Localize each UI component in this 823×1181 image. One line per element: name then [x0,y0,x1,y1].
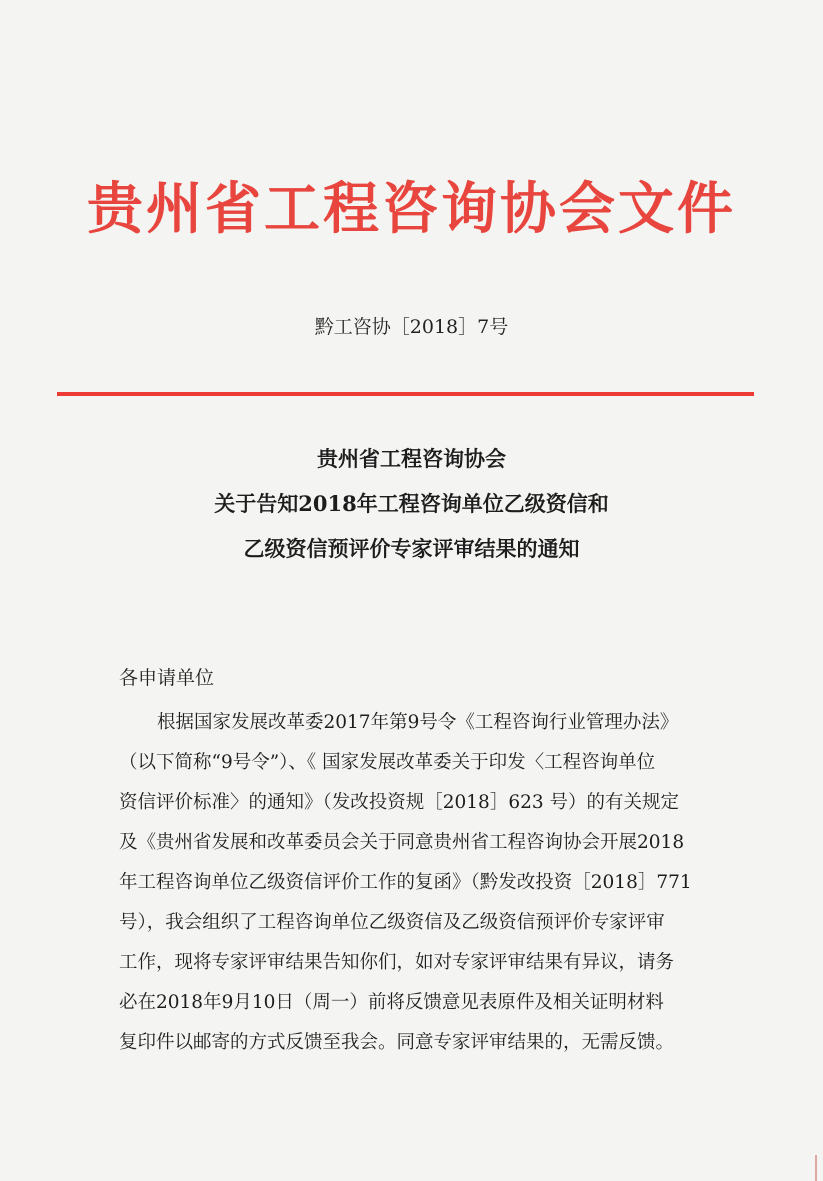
body-line: 年工程咨询单位乙级资信评价工作的复函》（黔发改投资［2018］771 [119,872,692,893]
salutation: 各申请单位 [119,667,215,689]
body-line: 必在2018年9月10日（周一）前将反馈意见表原件及相关证明材料 [119,992,664,1013]
body-paragraph [119,703,709,1063]
notice-title-line-3: 乙级资信预评价专家评审结果的通知 [243,536,580,561]
document-number: 黔工咨协［2018］7号 [314,316,509,338]
document-header-title: 贵州省工程咨询协会文件 [87,177,736,242]
notice-title-line-2: 关于告知2018年工程咨询单位乙级资信和 [214,491,609,516]
notice-title [0,436,823,571]
body-line: （以下简称“9号令”）、《 国家发展改革委关于印发〈工程咨询单位 [119,752,656,773]
scan-edge-mark [815,1155,817,1181]
notice-title-line-1: 贵州省工程咨询协会 [317,446,506,471]
body-line: 复印件以邮寄的方式反馈至我会。同意专家评审结果的，无需反馈。 [119,1032,675,1053]
body-line: 及《贵州省发展和改革委员会关于同意贵州省工程咨询协会开展2018 [119,832,685,853]
body-line: 工作，现将专家评审结果告知你们，如对专家评审结果有异议，请务 [119,952,675,973]
body-line: 号），我会组织了工程咨询单位乙级资信及乙级资信预评价专家评审 [119,912,665,933]
header-divider [57,392,754,396]
body-line: 根据国家发展改革委2017年第9号令《工程咨询行业管理办法》 [157,712,679,733]
body-line: 资信评价标准〉的通知》（发改投资规［2018］623 号）的有关规定 [119,792,680,813]
